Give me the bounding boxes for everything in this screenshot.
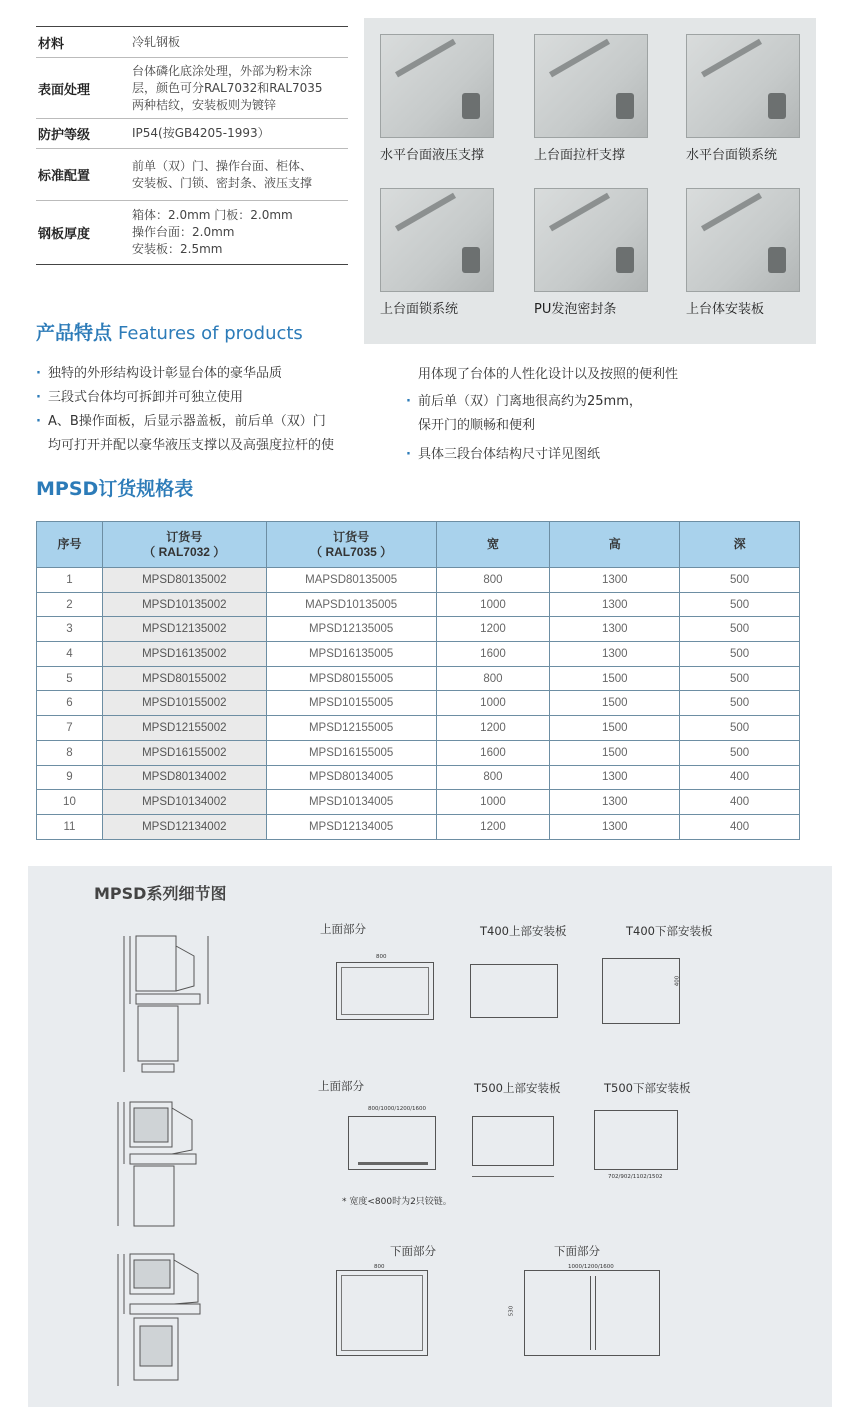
table-cell: 1300 [550,642,680,667]
table-cell: 10 [37,790,103,815]
header-height: 高 [550,522,680,568]
spec-row-surface [36,58,348,119]
table-cell: 8 [37,740,103,765]
table-cell: 1500 [550,666,680,691]
header-depth: 深 [680,522,800,568]
table-cell: 7 [37,716,103,741]
table-cell: MPSD80155005 [266,666,436,691]
label-t500-lower: T500下部安装板 [604,1081,691,1095]
label-t400-lower: T400下部安装板 [626,924,713,938]
table-row [37,691,800,716]
table-cell: 1500 [550,716,680,741]
dim-bottom-widths: 702/902/1102/1502 [608,1174,663,1180]
feature-item-cont: 均可打开并配以豪华液压支撑以及高强度拉杆的使 [48,438,335,453]
table-row [37,617,800,642]
spec-label: 材料 [38,36,65,52]
photo-image [534,188,648,292]
hinge-note: * 宽度<800时为2只铰链。 [342,1197,452,1207]
photo-lock-system [686,34,826,163]
detail-title: MPSD系列细节图 [94,884,227,903]
spec-value: 冷轧钢板 [132,34,181,49]
label-lower-part-2: 下面部分 [554,1244,600,1258]
table-row [37,765,800,790]
photo-hydraulic-support [380,34,520,163]
photo-rod-support [534,34,674,163]
features-title-en: Features of products [118,323,303,344]
table-cell: 5 [37,666,103,691]
dim-800-lower: 800 [374,1264,385,1270]
spec-row-material [36,27,348,58]
photo-mounting-plate [686,188,826,317]
upper-part-drawing-1 [336,962,434,1020]
header-code-ral7032: 订货号 （ RAL7032 ） [102,522,266,568]
order-table-title: MPSD订货规格表 [36,478,194,500]
t500-upper-bar [472,1176,554,1177]
photo-caption: PU发泡密封条 [534,302,617,317]
table-cell: 1300 [550,568,680,593]
table-cell: 1500 [550,740,680,765]
spec-value: IP54(按GB4205-1993） [132,126,270,140]
table-cell: 400 [680,790,800,815]
table-cell: 1300 [550,617,680,642]
photo-panel [364,18,816,344]
table-row [37,740,800,765]
table-cell: MPSD12134002 [102,814,266,839]
table-row [37,568,800,593]
table-cell: MPSD16155002 [102,740,266,765]
table-row [37,790,800,815]
photo-caption: 水平台面锁系统 [686,148,778,163]
label-t400-upper: T400上部安装板 [480,924,567,938]
table-row [37,592,800,617]
dim-lower-widths: 1000/1200/1600 [568,1264,614,1270]
table-cell: 1000 [436,691,550,716]
table-cell: 1200 [436,814,550,839]
table-cell: 500 [680,666,800,691]
table-cell: 11 [37,814,103,839]
table-cell: MPSD12135002 [102,617,266,642]
table-cell: 800 [436,568,550,593]
table-cell: MPSD80134005 [266,765,436,790]
photo-upper-lock [380,188,520,317]
table-cell: MPSD12134005 [266,814,436,839]
table-cell: 1500 [550,691,680,716]
features-right [406,363,766,467]
table-cell: MPSD10134005 [266,790,436,815]
feature-item-cont: 保开门的顺畅和便利 [418,418,536,433]
photo-caption: 水平台面液压支撑 [380,148,485,163]
table-cell: MPSD16135005 [266,642,436,667]
table-cell: 1000 [436,592,550,617]
table-cell: 1200 [436,716,550,741]
spec-value: 前单（双）门、操作台面、柜体、 安装板、门锁、密封条、液压支撑 [132,158,313,190]
table-cell: 9 [37,765,103,790]
order-table-body [37,568,800,840]
table-cell: MPSD12135005 [266,617,436,642]
spec-label: 标准配置 [38,169,91,184]
header-code-ral7035: 订货号 （ RAL7035 ） [266,522,436,568]
table-cell: 800 [436,666,550,691]
feature-item: · 前后单（双）门离地很高约为25mm， [406,390,766,414]
header-width: 宽 [436,522,550,568]
side-view-drawing-2 [108,1094,228,1234]
table-cell: 1300 [550,592,680,617]
side-view-drawing-3 [108,1246,228,1396]
lower-part-divider [590,1276,596,1350]
t500-lower-plate-drawing [594,1110,678,1170]
label-lower-part-1: 下面部分 [390,1244,436,1258]
table-cell: MPSD12155002 [102,716,266,741]
dim-widths: 800/1000/1200/1600 [368,1106,427,1112]
table-cell: 1300 [550,765,680,790]
table-cell: MPSD12155005 [266,716,436,741]
dim-400: 400 [674,975,681,987]
features-title [36,318,303,345]
label-upper-part-1: 上面部分 [320,922,366,936]
side-view-drawing-1 [116,926,226,1076]
table-cell: 500 [680,592,800,617]
order-table-header [37,522,800,568]
t400-lower-plate-drawing [602,958,680,1024]
table-cell: 1600 [436,642,550,667]
table-row [37,814,800,839]
features-title-cn: 产品特点 [36,322,113,344]
table-cell: 1300 [550,790,680,815]
table-cell: 1000 [436,790,550,815]
spec-row-standard [36,149,348,201]
table-cell: 1200 [436,617,550,642]
spec-value: 台体磷化底涂处理，外部为粉末涂 层，颜色可分RAL7032和RAL7035 两种桔纹，安装板则为镀锌 [132,63,323,112]
table-cell: 500 [680,691,800,716]
spec-label: 表面处理 [38,82,91,98]
table-cell: 6 [37,691,103,716]
feature-item: · 三段式台体均可拆卸并可独立使用 [36,386,396,410]
table-cell: MAPSD10135005 [266,592,436,617]
table-cell: 3 [37,617,103,642]
spec-label: 防护等级 [38,128,91,143]
photo-caption: 上台面拉杆支撑 [534,148,626,163]
table-cell: 1300 [550,814,680,839]
upper-part-bar [358,1162,428,1165]
photo-image [380,34,494,138]
photo-image [686,188,800,292]
table-row [37,642,800,667]
table-cell: 500 [680,740,800,765]
header-seq: 序号 [37,522,103,568]
table-cell: 400 [680,814,800,839]
table-cell: 400 [680,765,800,790]
dim-800: 800 [376,954,387,960]
features-left [36,362,396,458]
feature-item: · A、B操作面板，后显示器盖板，前后单（双）门 [36,410,396,434]
photo-caption: 上台面锁系统 [380,302,459,317]
table-cell: MPSD10135002 [102,592,266,617]
order-table [36,521,800,840]
detail-drawings-panel [28,866,832,1407]
dim-530: 530 [508,1305,515,1317]
lower-part-drawing-1 [336,1270,428,1356]
feature-item: · 独特的外形结构设计彰显台体的豪华品质 [36,362,396,386]
table-cell: MPSD80155002 [102,666,266,691]
feature-item: · 具体三段台体结构尺寸详见图纸 [406,443,766,467]
photo-image [380,188,494,292]
table-cell: 1600 [436,740,550,765]
photo-caption: 上台体安装板 [686,302,765,317]
table-cell: MPSD80134002 [102,765,266,790]
t500-upper-plate-drawing [472,1116,554,1166]
table-cell: 500 [680,716,800,741]
spec-value: 箱体：2.0mm 门板：2.0mm 操作台面：2.0mm 安装板：2.5mm [132,208,293,256]
table-cell: 500 [680,642,800,667]
photo-pu-seal [534,188,674,317]
table-cell: MPSD16135002 [102,642,266,667]
spec-label: 钢板厚度 [38,227,91,242]
feature-item-cont: 用体现了台体的人性化设计以及按照的便利性 [418,367,679,382]
table-cell: 2 [37,592,103,617]
table-cell: 500 [680,617,800,642]
table-cell: 4 [37,642,103,667]
table-cell: MPSD10134002 [102,790,266,815]
spec-row-thickness [36,201,348,265]
photo-image [534,34,648,138]
table-cell: MAPSD80135005 [266,568,436,593]
label-t500-upper: T500上部安装板 [474,1081,561,1095]
table-cell: MPSD16155005 [266,740,436,765]
table-row [37,666,800,691]
table-cell: 500 [680,568,800,593]
table-cell: 800 [436,765,550,790]
photo-image [686,34,800,138]
label-upper-part-2: 上面部分 [318,1079,364,1093]
table-cell: MPSD10155005 [266,691,436,716]
spec-table [36,26,348,265]
table-cell: MPSD80135002 [102,568,266,593]
spec-row-protection [36,119,348,149]
table-cell: MPSD10155002 [102,691,266,716]
t400-upper-plate-drawing [470,964,558,1018]
table-cell: 1 [37,568,103,593]
table-row [37,716,800,741]
